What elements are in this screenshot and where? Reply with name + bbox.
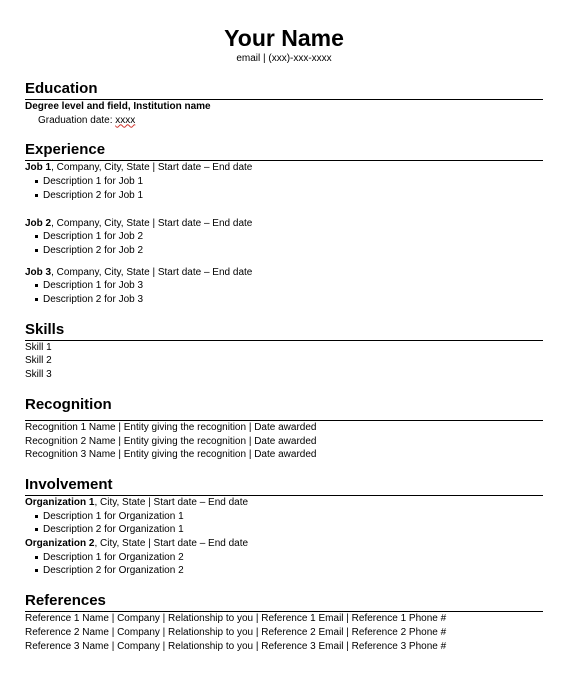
- degree-line: Degree level and field, Institution name: [25, 101, 211, 112]
- organization-details: , City, State | Start date – End date: [94, 538, 249, 550]
- skill-item: Skill 2: [25, 355, 52, 367]
- organization-description: Description 2 for Organization 1: [41, 523, 543, 537]
- job-details: , Company, City, State | Start date – End date: [51, 217, 253, 229]
- reference-item: Reference 3 Name | Company | Relationship to you | Reference 3 Email | Reference 3 Phone #: [25, 640, 447, 652]
- job-description: Description 1 for Job 2: [41, 230, 543, 244]
- job-description: Description 2 for Job 3: [41, 293, 543, 307]
- resume-name: Your Name: [224, 25, 344, 51]
- recognition-section: [25, 396, 543, 462]
- organization-description-list: [25, 510, 543, 537]
- job-description-list: [25, 230, 543, 257]
- education-section: [25, 80, 543, 127]
- skills-heading: Skills: [25, 321, 543, 341]
- references-section: [25, 592, 543, 653]
- organization-title: Organization 1: [25, 496, 95, 508]
- job-description: Description 2 for Job 2: [41, 244, 543, 258]
- job-line: [25, 266, 543, 280]
- skills-section: [25, 321, 543, 382]
- organization-details: , City, State | Start date – End date: [94, 496, 249, 508]
- graduation-value: xxxx: [115, 114, 136, 126]
- recognition-heading: Recognition: [25, 396, 543, 421]
- graduation-line: [25, 114, 543, 128]
- experience-heading: Experience: [25, 141, 543, 161]
- organization-line: [25, 496, 543, 510]
- involvement-heading: Involvement: [25, 476, 543, 496]
- reference-item: Reference 1 Name | Company | Relationship to you | Reference 1 Email | Reference 1 Phone #: [25, 613, 447, 625]
- job-description: Description 2 for Job 1: [41, 189, 543, 203]
- references-heading: References: [25, 592, 543, 612]
- organization-title: Organization 2: [25, 538, 95, 550]
- resume-page: [25, 20, 543, 653]
- job-description: Description 1 for Job 1: [41, 175, 543, 189]
- job-details: , Company, City, State | Start date – End date: [51, 266, 253, 278]
- job-description-list: [25, 175, 543, 202]
- graduation-label: Graduation date:: [38, 114, 116, 126]
- recognition-item: Recognition 2 Name | Entity giving the recognition | Date awarded: [25, 435, 317, 447]
- involvement-section: [25, 476, 543, 578]
- organization-description: Description 1 for Organization 2: [41, 551, 543, 565]
- recognition-item: Recognition 1 Name | Entity giving the recognition | Date awarded: [25, 421, 317, 433]
- job-description-list: [25, 279, 543, 306]
- contact-line: email | (xxx)-xxx-xxxx: [236, 53, 332, 64]
- job-title: Job 2: [25, 217, 52, 229]
- organization-description: Description 1 for Organization 1: [41, 510, 543, 524]
- job-details: , Company, City, State | Start date – End date: [51, 162, 253, 174]
- skill-item: Skill 3: [25, 369, 52, 381]
- organization-description-list: [25, 551, 543, 578]
- job-title: Job 1: [25, 162, 52, 174]
- job-line: [25, 217, 543, 231]
- organization-description: Description 2 for Organization 2: [41, 564, 543, 578]
- organization-line: [25, 537, 543, 551]
- job-title: Job 3: [25, 266, 52, 278]
- experience-section: [25, 141, 543, 306]
- recognition-item: Recognition 3 Name | Entity giving the recognition | Date awarded: [25, 449, 317, 461]
- skill-item: Skill 1: [25, 341, 52, 353]
- job-line: [25, 161, 543, 175]
- education-heading: Education: [25, 80, 543, 100]
- reference-item: Reference 2 Name | Company | Relationship to you | Reference 2 Email | Reference 2 Phone #: [25, 626, 447, 638]
- job-description: Description 1 for Job 3: [41, 279, 543, 293]
